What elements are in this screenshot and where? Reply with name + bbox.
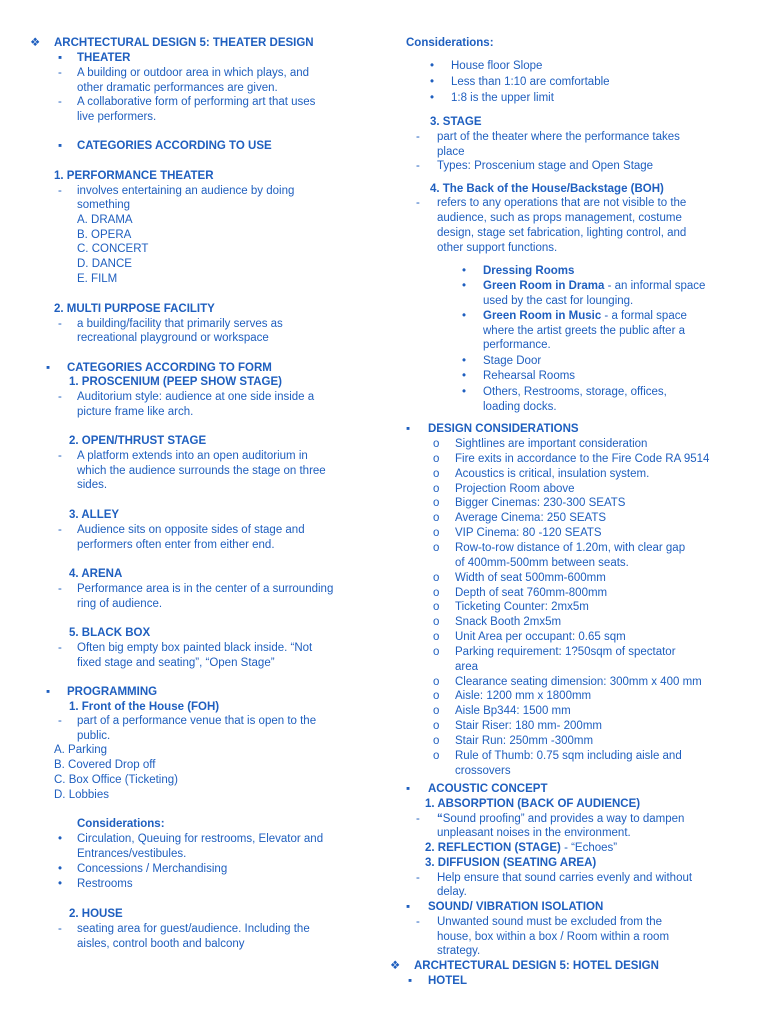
- backstage-item: Rehearsal Rooms: [483, 370, 576, 382]
- circle-bullet-icon: o: [433, 527, 440, 540]
- circle-bullet-icon: o: [433, 749, 440, 762]
- theater-def-line: A building or outdoor area in which plays, and: [77, 67, 310, 79]
- list-item: A. DRAMA: [77, 214, 133, 226]
- heading-open-thrust: 2. OPEN/THRUST STAGE: [69, 435, 207, 447]
- circle-bullet-icon: o: [433, 571, 440, 584]
- arena-def-line: Performance area is in the center of a surrounding: [77, 583, 334, 595]
- absorption-def-line: unpleasant noises in the environment.: [437, 827, 631, 839]
- bullet-icon: •: [58, 878, 63, 890]
- design-consideration-item: Fire exits in accordance to the Fire Code RA 9514: [455, 452, 710, 465]
- house-def-line: seating area for guest/audience. Including the: [77, 923, 310, 935]
- dash-icon: -: [58, 185, 62, 197]
- bullet-icon: •: [462, 355, 467, 367]
- backstage-item: Others, Restrooms, storage, offices,: [483, 386, 667, 398]
- design-consideration-item: Depth of seat 760mm-800mm: [455, 586, 608, 599]
- circle-bullet-icon: o: [433, 720, 440, 733]
- dash-icon: -: [58, 715, 62, 727]
- heading-considerations: Considerations:: [406, 37, 494, 49]
- multi-def-line: a building/facility that primarily serves as: [77, 318, 283, 330]
- blackbox-def-line: fixed stage and seating”, “Open Stage”: [77, 657, 275, 669]
- dash-icon: -: [416, 813, 420, 825]
- circle-bullet-icon: o: [433, 631, 440, 644]
- circle-bullet-icon: o: [433, 438, 440, 450]
- heading-proscenium: 1. PROSCENIUM (PEEP SHOW STAGE): [69, 376, 282, 388]
- list-item: C. Box Office (Ticketing): [54, 774, 178, 786]
- alley-def-line: Audience sits on opposite sides of stage and: [77, 524, 305, 536]
- square-bullet-icon: ▪: [58, 140, 63, 152]
- boh-def-line: refers to any operations that are not visible to the: [437, 197, 687, 209]
- design-consideration-item: Snack Booth 2mx5m: [455, 616, 562, 629]
- backstage-item-line: used by the cast for lounging.: [483, 295, 634, 307]
- performance-def-line: involves entertaining an audience by doing: [77, 185, 295, 197]
- square-bullet-icon: ▪: [406, 423, 411, 435]
- list-item: C. CONCERT: [77, 243, 149, 255]
- design-consideration-item: VIP Cinema: 80 -120 SEATS: [455, 527, 602, 540]
- design-consideration-item: Bigger Cinemas: 230-300 SEATS: [455, 497, 626, 510]
- green-room-music-label: Green Room in Music: [483, 310, 602, 322]
- multi-def-line: recreational playground or workspace: [77, 332, 269, 344]
- heading-theater: THEATER: [77, 52, 131, 64]
- absorption-def-text: Sound proofing” and provides a way to dampen: [442, 813, 685, 825]
- heading-considerations: Considerations:: [77, 818, 165, 830]
- diamond-bullet-icon: ❖: [30, 37, 41, 49]
- proscenium-def-line: Auditorium style: audience at one side inside a: [77, 391, 315, 403]
- circle-bullet-icon: o: [433, 690, 440, 703]
- square-bullet-icon: ▪: [408, 975, 413, 987]
- list-item: B. Covered Drop off: [54, 759, 156, 771]
- square-bullet-icon: ▪: [46, 362, 51, 374]
- consideration-line: Restrooms: [77, 878, 133, 890]
- heading-design-considerations: DESIGN CONSIDERATIONS: [428, 423, 579, 435]
- consideration-line: House floor Slope: [451, 60, 543, 72]
- heading-alley: 3. ALLEY: [69, 509, 120, 521]
- design-consideration-item: Aisle: 1200 mm x 1800mm: [455, 690, 592, 703]
- design-consideration-item: Ticketing Counter: 2mx5m: [455, 601, 589, 614]
- bullet-icon: •: [430, 92, 435, 104]
- bullet-icon: •: [58, 863, 63, 875]
- diamond-bullet-icon: ❖: [390, 960, 401, 972]
- stage-def-line: Types: Proscenium stage and Open Stage: [437, 160, 654, 172]
- reflection-label: 2. REFLECTION (STAGE): [425, 842, 561, 854]
- design-consideration-item: Average Cinema: 250 SEATS: [455, 512, 607, 525]
- diffusion-def-line: Help ensure that sound carries evenly and without: [437, 872, 693, 884]
- open-def-line: sides.: [77, 479, 108, 491]
- dash-icon: -: [416, 916, 420, 928]
- document-title: ARCHTECTURAL DESIGN 5: THEATER DESIGN: [54, 37, 314, 49]
- backstage-item: [483, 309, 687, 324]
- heading-arena: 4. ARENA: [69, 568, 123, 580]
- circle-bullet-icon: o: [433, 586, 440, 599]
- heading-stage: 3. STAGE: [430, 116, 482, 128]
- dash-icon: -: [58, 583, 62, 595]
- diffusion-def-line: delay.: [437, 886, 467, 898]
- boh-def-line: other support functions.: [437, 242, 558, 254]
- boh-def-line: design, stage set fabrication, lighting control, and: [437, 227, 687, 239]
- heading-performance-theater: 1. PERFORMANCE THEATER: [54, 170, 214, 182]
- arena-def-line: ring of audience.: [77, 598, 163, 610]
- house-def-line: aisles, control booth and balcony: [77, 938, 245, 950]
- design-consideration-item: Rule of Thumb: 0.75 sqm including aisle and: [455, 749, 682, 762]
- dash-icon: -: [58, 391, 62, 403]
- backstage-item: [483, 279, 705, 294]
- heading-black-box: 5. BLACK BOX: [69, 627, 151, 639]
- green-room-drama-text: - an informal space: [604, 280, 706, 292]
- heading-sound-isolation: SOUND/ VIBRATION ISOLATION: [428, 901, 604, 913]
- heading-reflection: [425, 841, 617, 856]
- backstage-item: Dressing Rooms: [483, 265, 575, 277]
- list-item: E. FILM: [77, 273, 118, 285]
- open-def-line: which the audience surrounds the stage on three: [77, 465, 326, 477]
- circle-bullet-icon: o: [433, 645, 440, 658]
- bullet-icon: •: [462, 265, 467, 277]
- design-consideration-item: Row-to-row distance of 1.20m, with clear gap: [455, 541, 686, 554]
- design-consideration-item: Aisle Bp344: 1500 mm: [455, 705, 571, 718]
- reflection-text: - “Echoes”: [560, 842, 618, 854]
- design-consideration-item: Sightlines are important consideration: [455, 438, 648, 450]
- design-consideration-item: area: [455, 660, 479, 673]
- square-bullet-icon: ▪: [46, 686, 51, 698]
- circle-bullet-icon: o: [433, 482, 440, 495]
- heading-house: 2. HOUSE: [69, 908, 123, 920]
- circle-bullet-icon: o: [433, 452, 440, 465]
- bullet-icon: •: [462, 386, 467, 398]
- bullet-icon: •: [462, 370, 467, 382]
- stage-def-line: part of the theater where the performance takes: [437, 131, 680, 143]
- circle-bullet-icon: o: [433, 512, 440, 525]
- heading-hotel: HOTEL: [428, 975, 467, 987]
- open-def-line: A platform extends into an open auditorium in: [77, 450, 308, 462]
- circle-bullet-icon: o: [433, 541, 440, 554]
- design-consideration-item: of 400mm-500mm between seats.: [455, 556, 629, 569]
- circle-bullet-icon: o: [433, 616, 440, 629]
- green-room-music-text: - a formal space: [601, 310, 687, 322]
- heading-categories-use: CATEGORIES ACCORDING TO USE: [77, 140, 272, 152]
- dash-icon: -: [58, 450, 62, 462]
- circle-bullet-icon: o: [433, 735, 440, 747]
- foh-def-line: part of a performance venue that is open to the: [77, 715, 317, 727]
- blackbox-def-line: Often big empty box painted black inside. “Not: [77, 642, 313, 654]
- green-room-drama-label: Green Room in Drama: [483, 280, 605, 292]
- design-consideration-item: crossovers: [455, 764, 511, 777]
- dash-icon: -: [58, 318, 62, 330]
- bullet-icon: •: [430, 76, 435, 88]
- sound-def-line: strategy.: [437, 945, 481, 957]
- design-consideration-item: Clearance seating dimension: 300mm x 400 mm: [455, 675, 702, 688]
- consideration-line: 1:8 is the upper limit: [451, 92, 554, 104]
- design-consideration-item: Stair Run: 250mm -300mm: [455, 735, 594, 747]
- circle-bullet-icon: o: [433, 675, 440, 688]
- design-consideration-item: Width of seat 500mm-600mm: [455, 571, 606, 584]
- dash-icon: -: [416, 872, 420, 884]
- bullet-icon: •: [462, 280, 467, 292]
- design-consideration-item: Parking requirement: 1?50sqm of spectator: [455, 645, 676, 658]
- consideration-line: Concessions / Merchandising: [77, 863, 228, 875]
- square-bullet-icon: ▪: [406, 783, 411, 795]
- theater-def-line: other dramatic performances are given.: [77, 82, 278, 94]
- list-item: D. Lobbies: [54, 789, 109, 801]
- theater-def-line: A collaborative form of performing art that uses: [77, 96, 316, 108]
- dash-icon: -: [58, 524, 62, 536]
- bullet-icon: •: [462, 310, 467, 322]
- consideration-line: Circulation, Queuing for restrooms, Elevator and: [77, 833, 324, 845]
- circle-bullet-icon: o: [433, 601, 440, 614]
- dash-icon: -: [58, 67, 62, 79]
- heading-backstage: 4. The Back of the House/Backstage (BOH): [430, 183, 664, 195]
- backstage-item-line: performance.: [483, 339, 551, 351]
- design-consideration-item: Projection Room above: [455, 482, 575, 495]
- heading-multi-purpose: 2. MULTI PURPOSE FACILITY: [54, 303, 215, 315]
- hotel-title: ARCHTECTURAL DESIGN 5: HOTEL DESIGN: [414, 960, 659, 972]
- open-quote: “: [437, 813, 443, 825]
- design-consideration-item: Acoustics is critical, insulation system.: [455, 467, 650, 480]
- list-item: B. OPERA: [77, 229, 132, 241]
- theater-def-line: live performers.: [77, 111, 157, 123]
- heading-absorption: 1. ABSORPTION (BACK OF AUDIENCE): [425, 798, 641, 810]
- square-bullet-icon: ▪: [406, 901, 411, 913]
- design-consideration-item: Unit Area per occupant: 0.65 sqm: [455, 631, 626, 644]
- square-bullet-icon: ▪: [58, 52, 63, 64]
- heading-foh: 1. Front of the House (FOH): [69, 701, 220, 713]
- heading-categories-form: CATEGORIES ACCORDING TO FORM: [67, 362, 272, 374]
- consideration-line: Entrances/vestibules.: [77, 848, 187, 860]
- sound-def-line: house, box within a box / Room within a room: [437, 931, 670, 943]
- list-item: D. DANCE: [77, 258, 132, 270]
- foh-def-line: public.: [77, 730, 111, 742]
- sound-def-line: Unwanted sound must be excluded from the: [437, 916, 663, 928]
- proscenium-def-line: picture frame like arch.: [77, 406, 194, 418]
- alley-def-line: performers often enter from either end.: [77, 539, 275, 551]
- heading-acoustic-concept: ACOUSTIC CONCEPT: [428, 783, 548, 795]
- dash-icon: -: [58, 923, 62, 935]
- boh-def-line: audience, such as props management, costume: [437, 212, 682, 224]
- bullet-icon: •: [58, 833, 63, 845]
- circle-bullet-icon: o: [433, 467, 440, 480]
- performance-def-line: something: [77, 199, 131, 211]
- backstage-item-line: loading docks.: [483, 401, 557, 413]
- dash-icon: -: [416, 160, 420, 172]
- absorption-def-line: [437, 812, 684, 827]
- dash-icon: -: [416, 131, 420, 143]
- design-consideration-item: Stair Riser: 180 mm- 200mm: [455, 720, 602, 733]
- dash-icon: -: [58, 96, 62, 108]
- list-item: A. Parking: [54, 744, 108, 756]
- dash-icon: -: [416, 197, 420, 209]
- dash-icon: -: [58, 642, 62, 654]
- circle-bullet-icon: o: [433, 497, 440, 510]
- backstage-item: Stage Door: [483, 355, 542, 367]
- backstage-item-line: where the artist greets the public after a: [483, 325, 685, 337]
- circle-bullet-icon: o: [433, 705, 440, 718]
- heading-diffusion: 3. DIFFUSION (SEATING AREA): [425, 857, 597, 869]
- consideration-line: Less than 1:10 are comfortable: [451, 76, 610, 88]
- heading-programming: PROGRAMMING: [67, 686, 158, 698]
- bullet-icon: •: [430, 60, 435, 72]
- stage-def-line: place: [437, 146, 465, 158]
